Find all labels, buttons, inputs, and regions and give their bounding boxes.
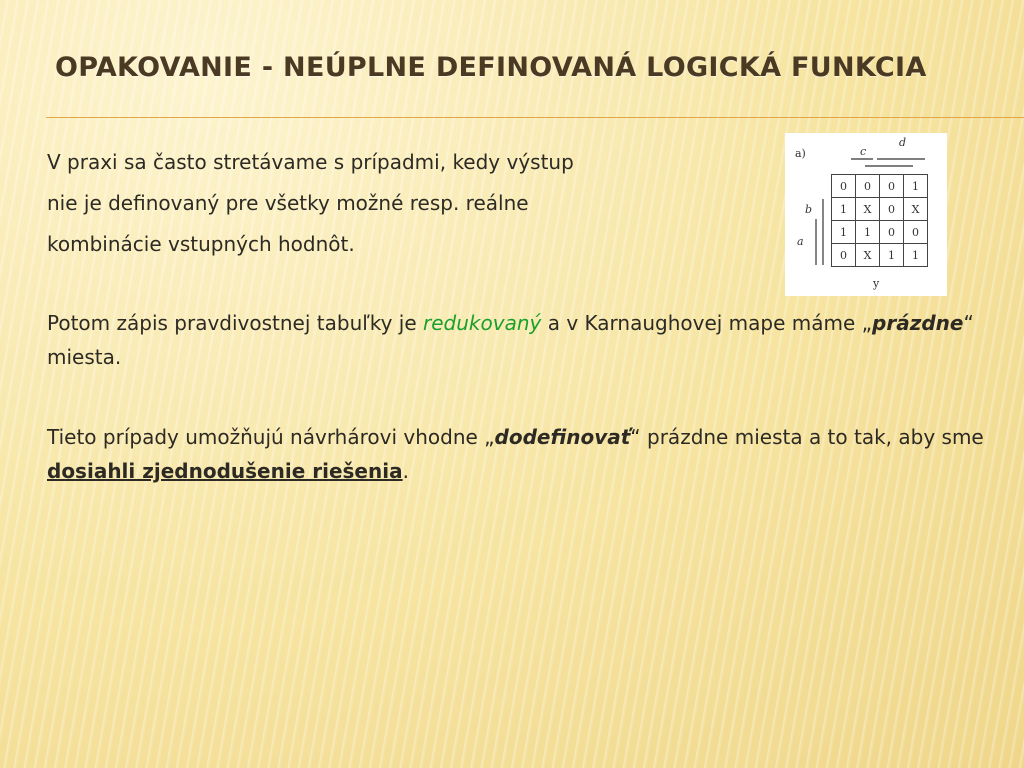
kmap-var-b: b xyxy=(805,203,813,216)
kmap-row xyxy=(832,221,928,244)
kmap-label-a: a) xyxy=(795,147,806,160)
paragraph-3 xyxy=(47,420,987,488)
kmap-output-y: y xyxy=(873,277,880,290)
highlight-reduced: redukovaný xyxy=(423,311,542,335)
slide-title: OPAKOVANIE - NEÚPLNE DEFINOVANÁ LOGICKÁ FUNKCIA xyxy=(55,52,927,83)
paragraph-1-line: nie je definovaný pre všetky možné resp. reálne xyxy=(47,191,529,215)
kmap-cell: X xyxy=(856,244,880,267)
kmap-cell: X xyxy=(856,198,880,221)
emphasis-define: dodefinovať xyxy=(494,425,631,449)
underlined-simplification: dosiahli zjednodušenie riešenia xyxy=(47,459,403,483)
paragraph-3-text: “ prázdne miesta a to tak, aby sme xyxy=(630,425,984,449)
emphasis-empty: prázdne xyxy=(872,311,964,335)
kmap-row xyxy=(832,198,928,221)
kmap-cell: 0 xyxy=(880,198,904,221)
karnaugh-map-image xyxy=(785,133,947,296)
kmap-cell: 0 xyxy=(880,175,904,198)
kmap-cell: 0 xyxy=(904,221,928,244)
paragraph-3-text: Tieto prípady umožňujú návrhárovi vhodne „ xyxy=(47,425,495,449)
kmap-row xyxy=(832,244,928,267)
paragraph-3-text: . xyxy=(402,459,409,483)
kmap-row xyxy=(832,175,928,198)
kmap-cell: 1 xyxy=(856,221,880,244)
paragraph-2-text: Potom zápis pravdivostnej tabuľky je xyxy=(47,311,424,335)
kmap-cell: 0 xyxy=(832,175,856,198)
kmap-cell: X xyxy=(904,198,928,221)
kmap-cell: 0 xyxy=(880,221,904,244)
kmap-cell: 1 xyxy=(880,244,904,267)
kmap-cell: 1 xyxy=(832,198,856,221)
paragraph-1-line: V praxi sa často stretávame s prípadmi, kedy výstup xyxy=(47,150,574,174)
paragraph-2-text: a v Karnaughovej mape máme „ xyxy=(541,311,873,335)
paragraph-1 xyxy=(47,142,747,265)
kmap-cell: 1 xyxy=(904,244,928,267)
kmap-cell: 0 xyxy=(856,175,880,198)
paragraph-2-text: “ miesta. xyxy=(47,311,974,369)
title-divider xyxy=(46,117,1024,118)
kmap-cell: 1 xyxy=(832,221,856,244)
kmap-var-c: c xyxy=(860,145,867,158)
kmap-var-d: d xyxy=(899,136,907,149)
paragraph-2 xyxy=(47,306,977,374)
kmap-var-a: a xyxy=(797,235,804,248)
kmap-cell: 0 xyxy=(832,244,856,267)
kmap-grid xyxy=(831,174,928,267)
paragraph-1-line: kombinácie vstupných hodnôt. xyxy=(47,232,355,256)
kmap-cell: 1 xyxy=(904,175,928,198)
